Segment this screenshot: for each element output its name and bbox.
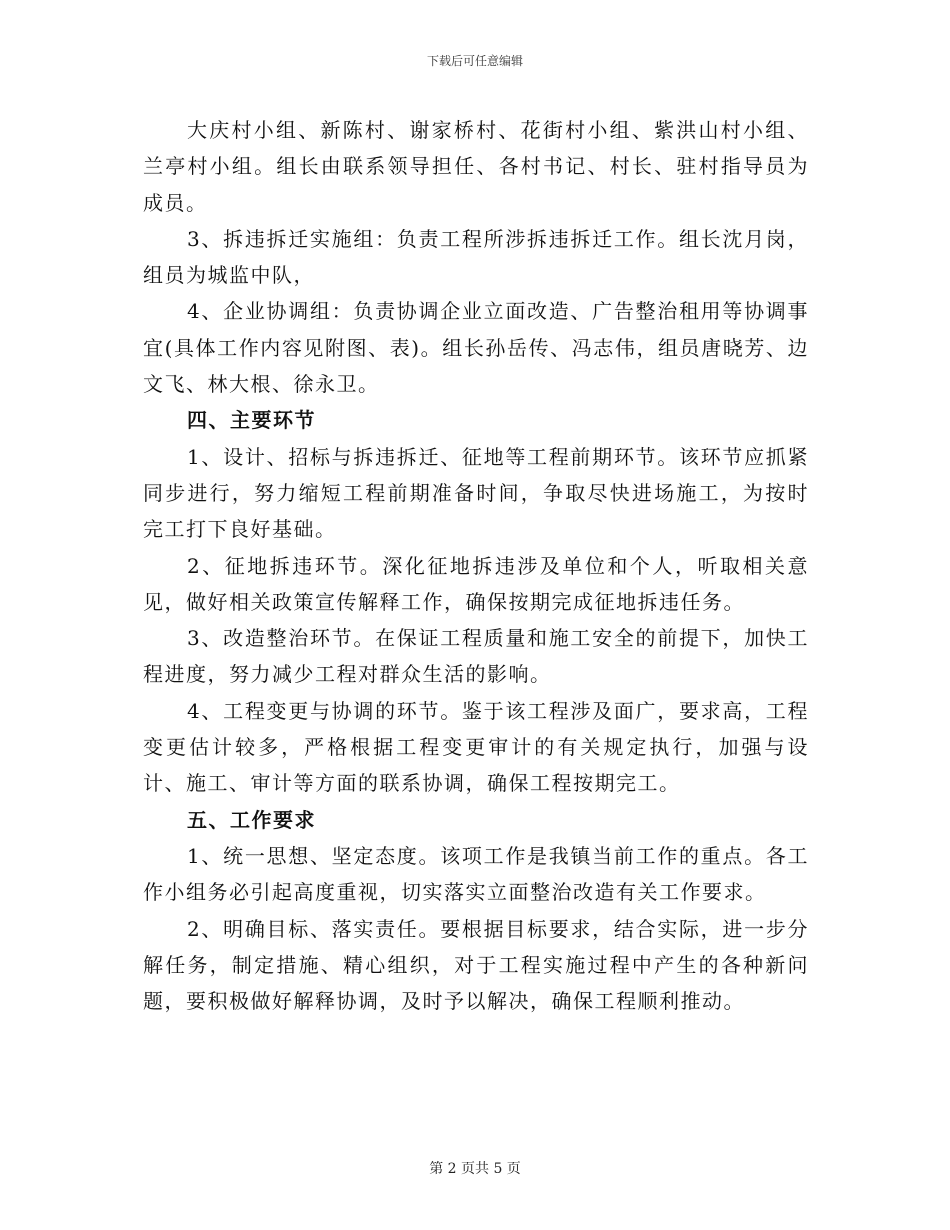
paragraph-demolition-group: 3、拆违拆迁实施组：负责工程所涉拆违拆迁工作。组长沈月岗，组员为城监中队， xyxy=(143,226,809,288)
document-body xyxy=(143,112,809,1019)
paragraph-stage-1: 1、设计、招标与拆违拆迁、征地等工程前期环节。该环节应抓紧同步进行，努力缩短工程前期准备时间，争取尽快进场施工，为按时完工打下良好基础。 xyxy=(143,444,809,542)
paragraph-requirement-2: 2、明确目标、落实责任。要根据目标要求，结合实际，进一步分解任务，制定措施、精心组织，对于工程实施过程中产生的各种新问题，要积极做好解释协调，及时予以解决，确保工程顺利推动。 xyxy=(143,916,809,1014)
section-heading-main-stages: 四、主要环节 xyxy=(187,408,316,433)
page-header: 下载后可任意编辑 xyxy=(426,54,523,68)
paragraph-enterprise-group: 4、企业协调组：负责协调企业立面改造、广告整治租用等协调事宜(具体工作内容见附图、表)。组长孙岳传、冯志伟，组员唐晓芳、边文飞、林大根、徐永卫。 xyxy=(143,299,809,397)
paragraph-requirement-1: 1、统一思想、坚定态度。该项工作是我镇当前工作的重点。各工作小组务必引起高度重视，切实落实立面整治改造有关工作要求。 xyxy=(143,843,809,905)
paragraph-stage-4: 4、工程变更与协调的环节。鉴于该工程涉及面广，要求高，工程变更估计较多，严格根据工程变更审计的有关规定执行，加强与设计、施工、审计等方面的联系协调，确保工程按期完工。 xyxy=(143,698,809,796)
page-footer-page-number: 第 2 页共 5 页 xyxy=(429,1161,521,1177)
paragraph-village-groups: 大庆村小组、新陈村、谢家桥村、花街村小组、紫洪山村小组、兰亭村小组。组长由联系领导担任、各村书记、村长、驻村指导员为成员。 xyxy=(143,118,809,215)
paragraph-stage-3: 3、改造整治环节。在保证工程质量和施工安全的前提下，加快工程进度，努力减少工程对群众生活的影响。 xyxy=(143,626,809,687)
section-heading-work-requirements: 五、工作要求 xyxy=(187,807,316,832)
paragraph-stage-2: 2、征地拆违环节。深化征地拆违涉及单位和个人，听取相关意见，做好相关政策宣传解释工作，确保按期完成征地拆违任务。 xyxy=(143,553,809,614)
